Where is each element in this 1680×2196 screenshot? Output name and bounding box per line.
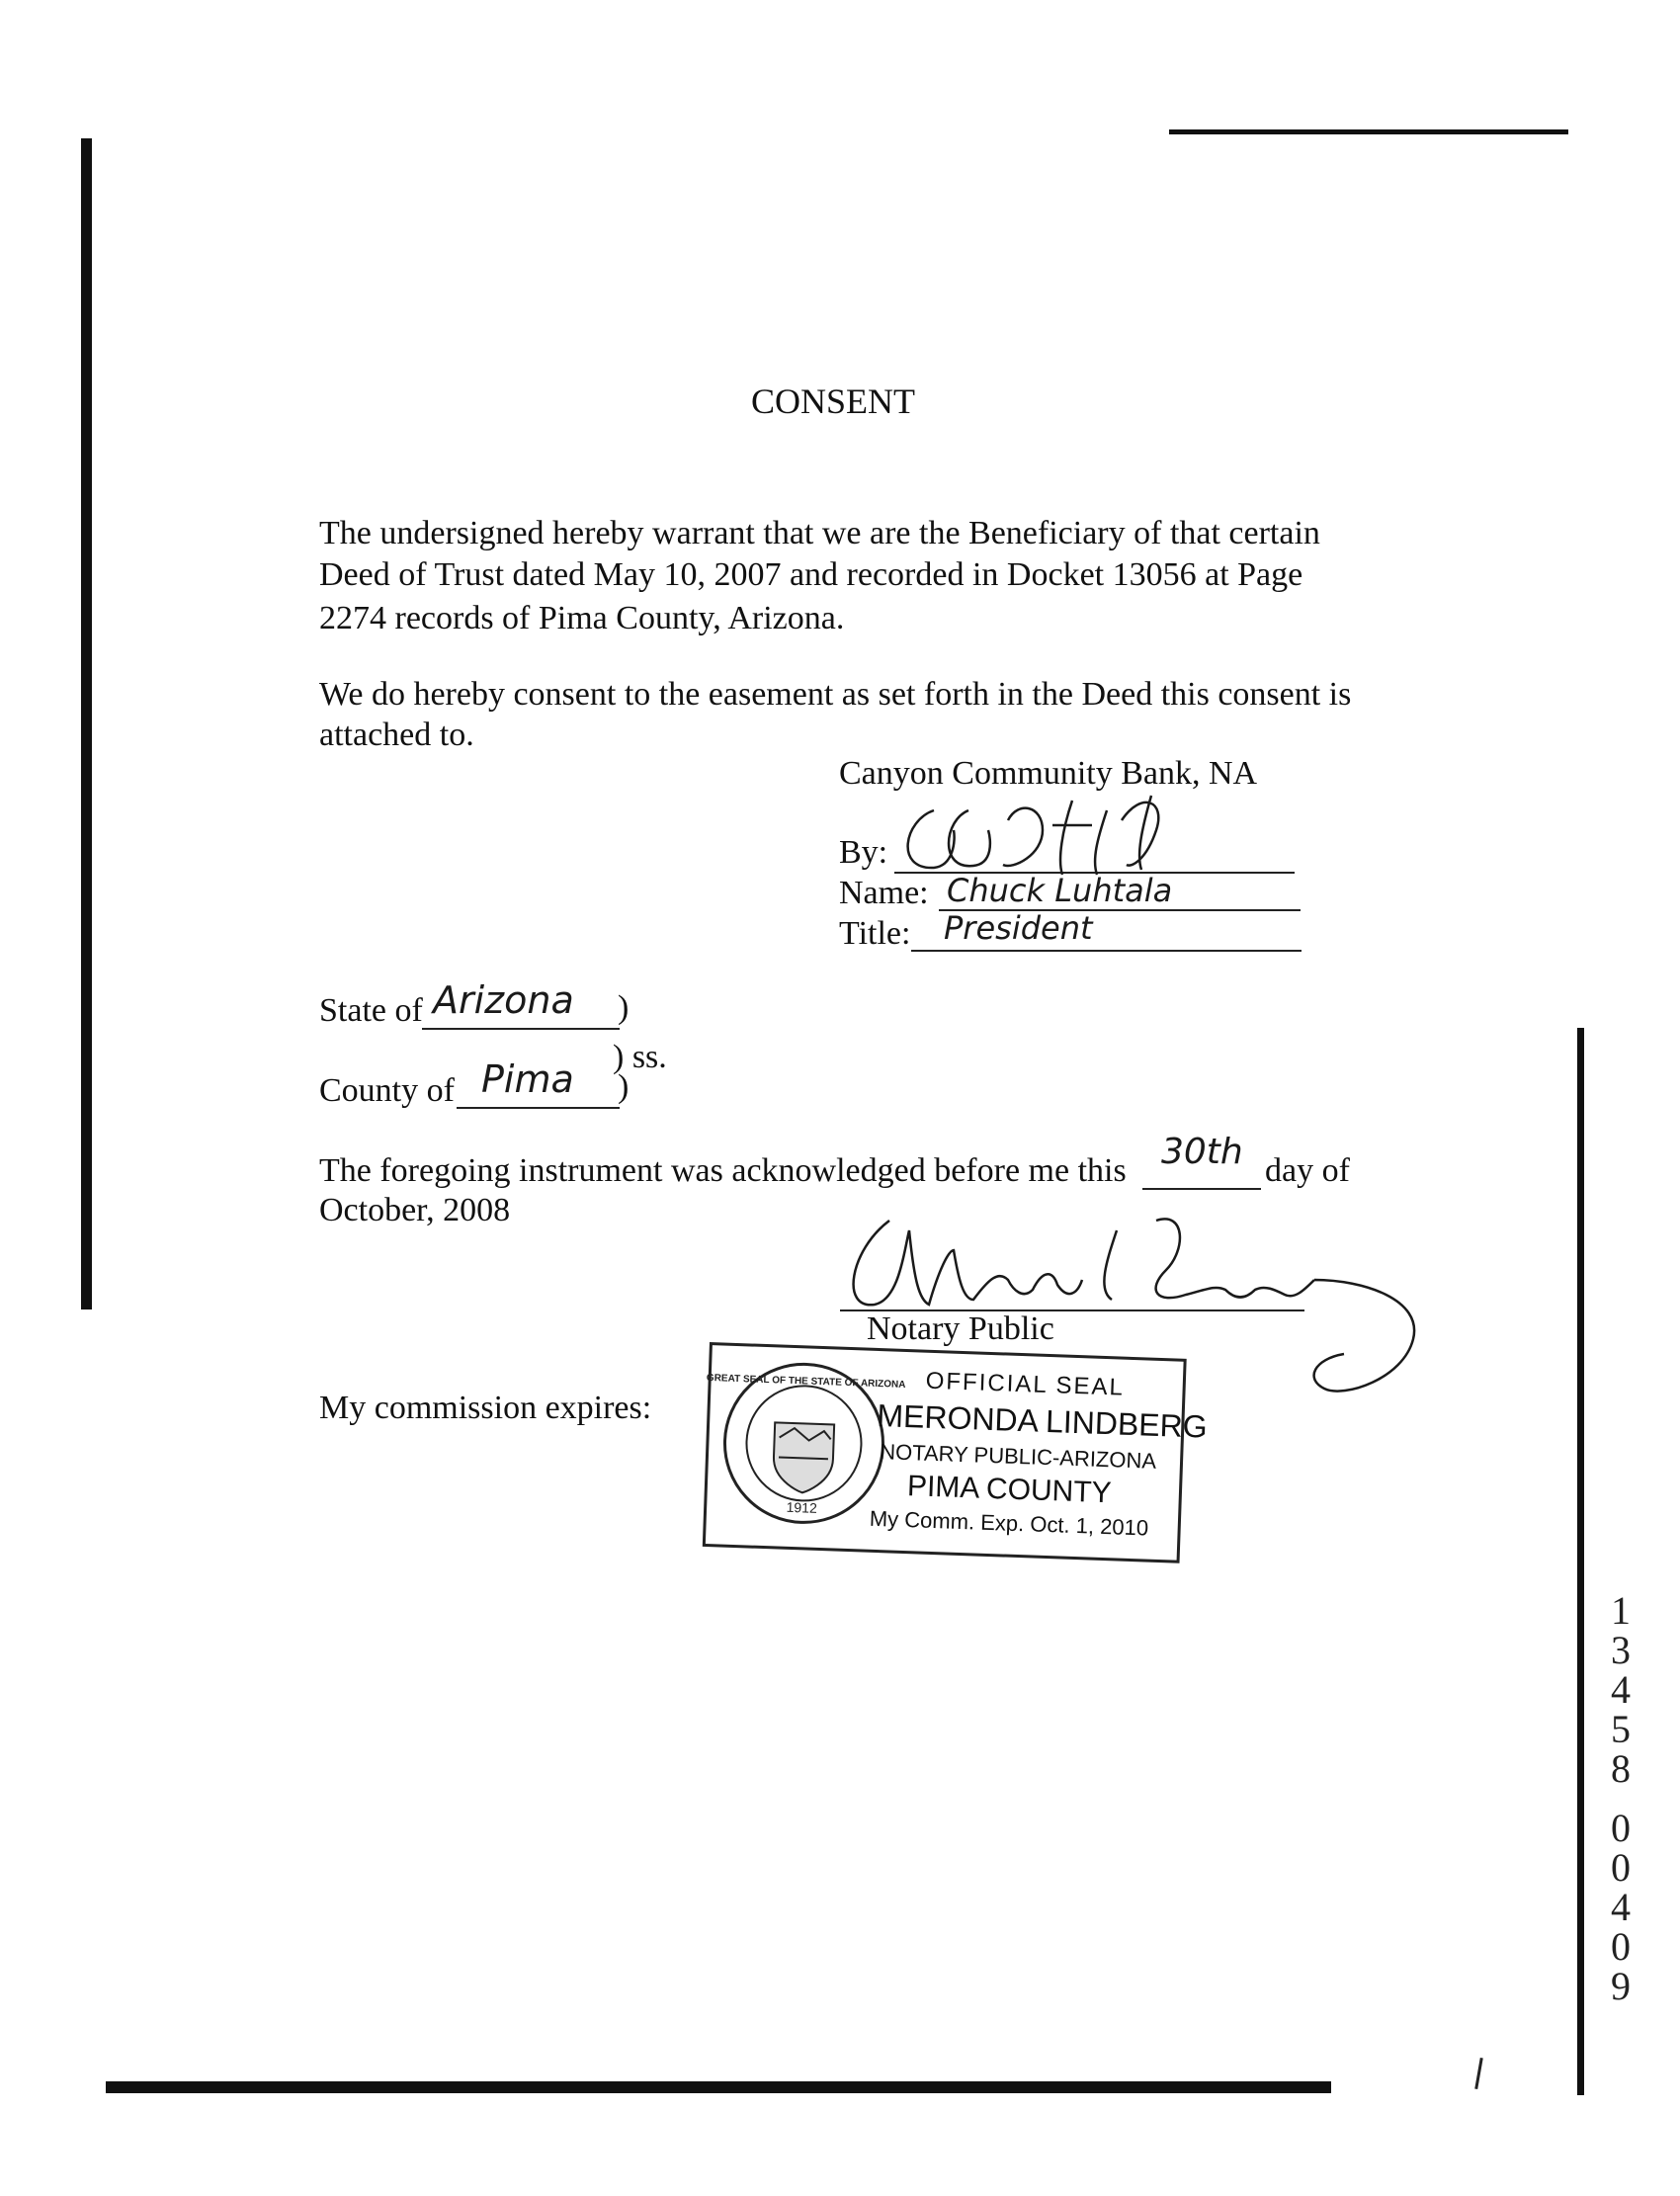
docket-digit: 4 (1611, 1667, 1631, 1712)
title-line (911, 950, 1302, 952)
ack-day-suffix: day of (1265, 1152, 1350, 1189)
scan-border-bottom (106, 2081, 1331, 2093)
county-line (457, 1107, 620, 1109)
docket-digit: 0 (1611, 1924, 1631, 1969)
notary-public-label: Notary Public (867, 1310, 1054, 1347)
docket-page-stamp (1607, 1588, 1635, 2008)
state-value: Arizona (433, 978, 574, 1022)
scan-border-left (81, 138, 92, 1309)
notary-official-seal-stamp (703, 1342, 1209, 1563)
title-label: Title: (839, 915, 911, 952)
seal-text: GREAT SEAL OF THE STATE OF ARIZONA (706, 1372, 906, 1391)
state-line (422, 1028, 620, 1030)
seal-year: 1912 (786, 1498, 818, 1516)
county-value: Pima (481, 1057, 574, 1101)
ss-label: ) ss. (613, 1039, 667, 1075)
docket-digit: 0 (1611, 1806, 1631, 1850)
stamp-line-1: OFFICIAL SEAL (925, 1367, 1126, 1401)
state-paren: ) (618, 989, 630, 1026)
name-label: Name: (839, 875, 929, 911)
paragraph-2-line-2: attached to. (319, 717, 474, 753)
ack-day-value: 30th (1161, 1132, 1243, 1172)
acknowledgement-date: October, 2008 (319, 1192, 511, 1228)
by-label: By: (839, 834, 888, 871)
paragraph-2-line-1: We do hereby consent to the easement as set forth in the Deed this consent is (319, 676, 1352, 713)
paragraph-1-line-1: The undersigned hereby warrant that we are the Beneficiary of that certain (319, 515, 1320, 551)
docket-digit: 5 (1611, 1707, 1631, 1751)
docket-digit: 4 (1611, 1885, 1631, 1929)
commission-label: My commission expires: (319, 1390, 652, 1426)
name-value: Chuck Luhtala (947, 872, 1173, 909)
arizona-state-seal-icon (706, 1356, 906, 1530)
stamp-line-3: NOTARY PUBLIC-ARIZONA (879, 1439, 1157, 1474)
document-title: CONSENT (751, 381, 916, 421)
stamp-line-2: MERONDA LINDBERG (876, 1396, 1209, 1445)
paragraph-1-line-3: 2274 records of Pima County, Arizona. (319, 600, 845, 636)
state-label: State of (319, 992, 423, 1029)
scan-border-top (1169, 129, 1568, 134)
acknowledgement-text: The foregoing instrument was acknowledged before me this (319, 1152, 1127, 1189)
stamp-line-5: My Comm. Exp. Oct. 1, 2010 (869, 1505, 1149, 1541)
county-paren: ) (618, 1068, 630, 1105)
title-value: President (944, 909, 1093, 947)
scan-stray-mark (1474, 2058, 1483, 2089)
ack-day-line (1142, 1188, 1261, 1190)
docket-digit: 1 (1611, 1588, 1631, 1633)
scan-border-right (1577, 1028, 1584, 2095)
bank-officer-signature (894, 781, 1270, 880)
docket-digit: 0 (1611, 1845, 1631, 1890)
bank-name: Canyon Community Bank, NA (839, 755, 1258, 792)
docket-digit: 8 (1611, 1746, 1631, 1791)
docket-digit: 3 (1611, 1628, 1631, 1672)
county-label: County of (319, 1072, 455, 1109)
paragraph-1-line-2: Deed of Trust dated May 10, 2007 and recorded in Docket 13056 at Page (319, 556, 1303, 593)
docket-digit: 9 (1611, 1964, 1631, 2008)
stamp-line-4: PIMA COUNTY (906, 1470, 1113, 1510)
